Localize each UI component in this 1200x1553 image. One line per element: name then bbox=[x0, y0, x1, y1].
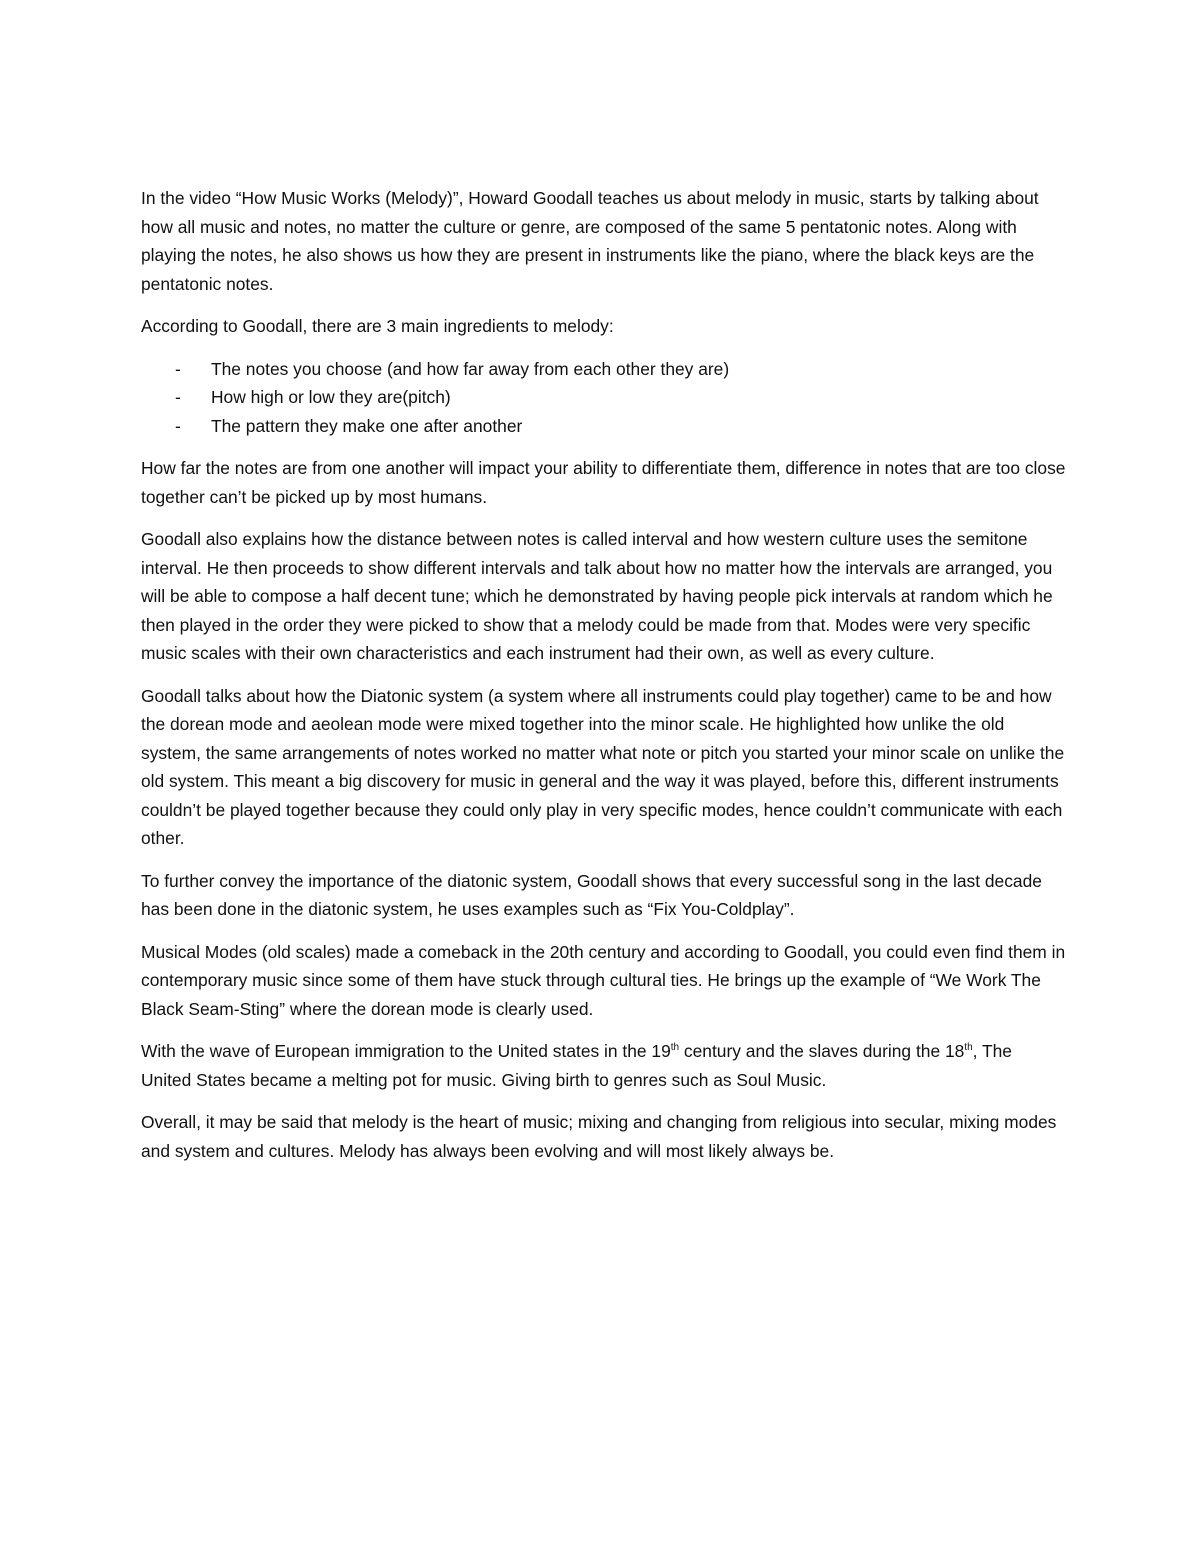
ingredients-list bbox=[141, 355, 1066, 441]
superscript-th: th bbox=[670, 1042, 680, 1054]
paragraph-musical-modes: Musical Modes (old scales) made a comeback in the 20th century and according to Goodall, you could even find them in contemporary music since some of them have stuck through cultural ties. He brings up the example of “We Work The Black Seam-Sting” where the dorean mode is clearly used. bbox=[141, 941, 1066, 1019]
list-item bbox=[141, 355, 1066, 384]
superscript-th: th bbox=[964, 1042, 973, 1054]
immigration-text-3: , The United States became a melting pot for music. Giving birth to genres such as Soul Music. bbox=[141, 1041, 1012, 1090]
list-dash: - bbox=[175, 415, 181, 436]
paragraph-immigration bbox=[141, 1037, 1066, 1094]
paragraph-intro: In the video “How Music Works (Melody)”, Howard Goodall teaches us about melody in music, starts by talking about how all music and notes, no matter the culture or genre, are composed of the same 5 pentatonic notes. Along with playing the notes, he also shows us how they are present in instruments like the piano, where the black keys are the pentatonic notes. bbox=[141, 188, 1039, 294]
list-item bbox=[141, 383, 1066, 412]
immigration-text-2: century and the slaves during the 18 bbox=[679, 1041, 965, 1061]
list-item-text: The notes you choose (and how far away from each other they are) bbox=[211, 358, 730, 379]
list-dash: - bbox=[175, 387, 181, 407]
paragraph-intervals: Goodall also explains how the distance between notes is called interval and how western culture uses the semitone interval. He then proceeds to show different intervals and talk about how no matter how the intervals are arranged, you will be able to compose a half decent tune; which he demonstrated by having people pick intervals at random which he then played in the order they were picked to show that a melody could be made from that. Modes were very specific music scales with their own characteristics and each instrument had their own, as well as every culture. bbox=[141, 529, 1053, 663]
list-dash: - bbox=[175, 358, 181, 379]
paragraph-diatonic: Goodall talks about how the Diatonic system (a system where all instruments could play together) came to be and how the dorean mode and aeolean mode were mixed together into the minor scale. He highlighted how unlike the old system, the same arrangements of notes worked no matter what note or pitch you started your minor scale on unlike the old system. This meant a big discovery for music in general and the way it was played, before this, different instruments couldn’t be played together because they could only play in very specific modes, hence couldn’t communicate with each other. bbox=[141, 685, 1065, 848]
list-item-text: How high or low they are(pitch) bbox=[211, 387, 451, 407]
immigration-text-1: With the wave of European immigration to the United states in the 19 bbox=[141, 1041, 671, 1061]
document-body bbox=[141, 184, 1066, 1179]
paragraph-conclusion: Overall, it may be said that melody is the heart of music; mixing and changing from religious into secular, mixing modes and system and cultures. Melody has always been evolving and will most likely always be. bbox=[141, 1112, 1057, 1161]
paragraph-diatonic-importance: To further convey the importance of the diatonic system, Goodall shows that every successful song in the last decade has been done in the diatonic system, he uses examples such as “Fix You-Coldplay”. bbox=[141, 870, 1042, 919]
paragraph-ingredients-intro: According to Goodall, there are 3 main ingredients to melody: bbox=[141, 316, 614, 336]
paragraph-note-distance: How far the notes are from one another will impact your ability to differentiate them, difference in notes that are too close together can’t be picked up by most humans. bbox=[141, 458, 1066, 507]
list-item bbox=[141, 412, 1066, 441]
list-item-text: The pattern they make one after another bbox=[211, 415, 523, 436]
